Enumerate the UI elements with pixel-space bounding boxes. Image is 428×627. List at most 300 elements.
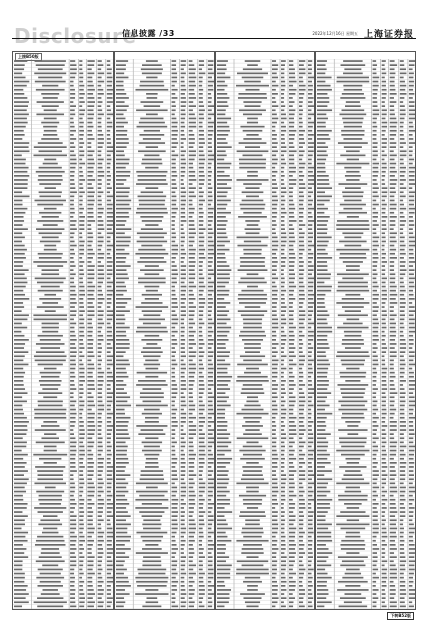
table-cell-text — [98, 294, 103, 296]
table-cell-text — [199, 433, 205, 435]
table-cell-text — [181, 323, 184, 325]
table-cell-text — [400, 355, 404, 357]
table-cell-text — [189, 146, 194, 148]
table-cell-text — [299, 130, 305, 132]
table-cell-text — [39, 380, 62, 382]
table-cell-text — [14, 507, 27, 509]
table-cell-text — [409, 93, 414, 95]
table-cell-text — [281, 577, 286, 579]
table-cell-text — [317, 237, 332, 239]
table-cell-text — [308, 536, 312, 538]
table-cell-text — [217, 159, 224, 161]
table-cell-text — [409, 499, 414, 501]
table-cell-text — [299, 241, 304, 243]
table-cell-text — [189, 290, 193, 292]
table-cell-text — [181, 372, 185, 374]
table-cell-text — [217, 544, 226, 546]
table-cell-text — [140, 478, 164, 480]
table-cell-text — [390, 519, 397, 521]
table-cell-text — [136, 212, 168, 214]
table-cell-text — [409, 204, 414, 206]
table-cell-text — [172, 347, 175, 349]
table-cell-text — [34, 355, 67, 357]
table-cell-text — [199, 294, 203, 296]
table-cell-text — [70, 515, 77, 517]
table-cell-text — [199, 130, 204, 132]
table-column-2 — [114, 51, 215, 610]
table-cell-text — [87, 515, 92, 517]
table-cell-text — [141, 101, 164, 103]
table-cell-text — [400, 171, 406, 173]
table-cell-text — [373, 499, 376, 501]
table-cell-text — [44, 450, 57, 452]
table-cell-text — [409, 442, 413, 444]
table-cell-text — [79, 573, 83, 575]
table-cell-text — [390, 73, 396, 75]
table-cell-text — [317, 187, 332, 189]
table-cell-text — [281, 372, 284, 374]
table-cell-text — [289, 425, 296, 427]
table-cell-text — [136, 384, 167, 386]
table-cell-text — [272, 105, 278, 107]
table-cell-text — [390, 97, 394, 99]
table-cell-text — [217, 187, 231, 189]
table-cell-text — [116, 466, 126, 468]
table-cell-text — [189, 483, 195, 485]
table-cell-text — [390, 392, 398, 394]
table-cell-text — [382, 142, 387, 144]
table-cell-text — [382, 294, 387, 296]
table-cell-text — [116, 405, 131, 407]
table-cell-text — [116, 474, 130, 476]
table-cell-text — [87, 540, 94, 542]
table-cell-text — [116, 470, 125, 472]
table-cell-text — [239, 163, 266, 165]
table-cell-text — [189, 150, 196, 152]
table-cell-text — [116, 278, 129, 280]
table-cell-text — [382, 77, 385, 79]
table-cell-text — [79, 310, 85, 312]
table-cell-text — [199, 606, 205, 608]
table-cell-text — [281, 335, 286, 337]
table-cell-text — [14, 282, 27, 284]
table-cell-text — [39, 556, 62, 558]
table-cell-text — [340, 253, 366, 255]
table-cell-text — [87, 401, 93, 403]
table-cell-text — [199, 101, 203, 103]
table-cell-text — [189, 253, 196, 255]
table-cell-text — [98, 581, 104, 583]
table-cell-text — [199, 585, 205, 587]
table-cell-text — [308, 122, 315, 124]
table-cell-text — [172, 216, 176, 218]
table-cell-text — [289, 89, 297, 91]
table-cell-text — [189, 401, 194, 403]
table-cell-text — [208, 155, 214, 157]
table-cell-text — [14, 155, 22, 157]
table-cell-text — [317, 528, 328, 530]
table-cell-text — [116, 515, 131, 517]
table-cell-text — [390, 167, 396, 169]
table-cell-text — [299, 454, 305, 456]
table-cell-text — [246, 401, 258, 403]
table-cell-text — [142, 388, 161, 390]
table-cell-text — [208, 458, 214, 460]
table-cell-text — [400, 298, 405, 300]
table-cell-text — [390, 437, 394, 439]
table-cell-text — [199, 417, 205, 419]
table-cell-text — [281, 355, 286, 357]
table-cell-text — [116, 429, 128, 431]
table-cell-text — [281, 421, 284, 423]
table-cell-text — [400, 413, 405, 415]
table-cell-text — [172, 384, 177, 386]
table-cell-text — [116, 503, 129, 505]
table-cell-text — [70, 573, 74, 575]
table-cell-text — [317, 384, 329, 386]
table-cell-text — [344, 237, 361, 239]
table-cell-text — [14, 134, 25, 136]
table-cell-text — [272, 548, 278, 550]
table-cell-text — [400, 565, 405, 567]
table-cell-text — [308, 405, 313, 407]
table-cell-text — [199, 351, 205, 353]
table-cell-text — [409, 560, 415, 562]
table-cell-text — [382, 347, 387, 349]
table-cell-text — [299, 302, 303, 304]
table-cell-text — [237, 364, 268, 366]
table-cell-text — [272, 163, 277, 165]
table-cell-text — [14, 499, 23, 501]
table-cell-text — [39, 196, 61, 198]
table-cell-text — [116, 105, 129, 107]
table-cell-text — [289, 417, 296, 419]
table-cell-text — [217, 417, 225, 419]
table-cell-text — [189, 577, 193, 579]
table-cell-text — [107, 540, 112, 542]
table-cell-text — [189, 237, 195, 239]
table-cell-text — [181, 409, 184, 411]
table-cell-text — [400, 593, 406, 595]
table-cell-text — [208, 503, 214, 505]
table-cell-text — [299, 548, 304, 550]
table-cell-text — [342, 364, 364, 366]
table-cell-text — [337, 384, 368, 386]
table-cell-text — [98, 196, 102, 198]
table-cell-text — [36, 171, 65, 173]
table-cell-text — [34, 146, 67, 148]
table-cell-text — [98, 101, 103, 103]
table-cell-text — [141, 68, 163, 70]
table-cell-text — [317, 77, 332, 79]
table-cell-text — [199, 298, 205, 300]
table-cell-text — [172, 417, 176, 419]
table-cell-text — [217, 138, 226, 140]
table-cell-text — [317, 220, 328, 222]
table-cell-text — [272, 241, 278, 243]
table-cell-text — [107, 253, 110, 255]
table-cell-text — [299, 290, 304, 292]
table-cell-text — [181, 163, 186, 165]
table-cell-text — [390, 470, 396, 472]
table-cell-text — [299, 286, 305, 288]
table-cell-text — [390, 314, 397, 316]
table-cell-text — [382, 237, 386, 239]
table-cell-text — [317, 196, 332, 198]
table-columns — [12, 51, 416, 610]
table-cell-text — [272, 532, 277, 534]
table-cell-text — [199, 265, 203, 267]
table-cell-text — [236, 483, 268, 485]
table-cell-text — [98, 601, 104, 603]
table-cell-text — [400, 142, 406, 144]
table-cell-text — [308, 569, 314, 571]
table-cell-text — [343, 85, 362, 87]
table-cell-text — [409, 212, 415, 214]
table-cell-text — [70, 167, 75, 169]
table-cell-text — [199, 126, 203, 128]
table-cell-text — [382, 380, 387, 382]
table-cell-text — [172, 478, 178, 480]
table-cell-text — [172, 122, 178, 124]
table-cell-text — [400, 491, 406, 493]
table-cell-text — [199, 565, 203, 567]
table-cell-text — [409, 134, 413, 136]
table-cell-text — [373, 159, 377, 161]
table-cell-text — [14, 396, 22, 398]
table-cell-text — [289, 171, 296, 173]
table-cell-text — [41, 552, 60, 554]
table-cell-text — [308, 442, 313, 444]
table-cell-text — [217, 208, 226, 210]
table-cell-text — [382, 167, 387, 169]
table-cell-text — [143, 401, 162, 403]
table-cell-text — [299, 589, 305, 591]
table-cell-text — [409, 466, 414, 468]
table-cell-text — [181, 355, 186, 357]
table-cell-text — [70, 126, 74, 128]
table-cell-text — [181, 261, 184, 263]
table-cell-text — [390, 294, 398, 296]
table-cell-text — [116, 97, 129, 99]
table-cell-text — [289, 302, 293, 304]
table-cell-text — [240, 458, 265, 460]
table-cell-text — [299, 183, 305, 185]
table-cell-text — [199, 97, 203, 99]
table-cell-text — [382, 364, 386, 366]
table-cell-text — [409, 159, 414, 161]
table-cell-text — [382, 355, 385, 357]
table-cell-text — [373, 552, 377, 554]
table-cell-text — [79, 265, 83, 267]
table-cell-text — [70, 560, 76, 562]
table-cell-text — [181, 470, 186, 472]
table-cell-text — [272, 175, 276, 177]
table-cell-text — [107, 150, 113, 152]
table-cell-text — [339, 257, 366, 259]
table-cell-text — [299, 573, 304, 575]
table-cell-text — [14, 565, 22, 567]
table-cell-text — [79, 478, 84, 480]
table-cell-text — [172, 68, 176, 70]
table-cell-text — [41, 548, 59, 550]
table-cell-text — [281, 360, 284, 362]
table-cell-text — [308, 200, 313, 202]
table-cell-text — [317, 606, 324, 608]
table-cell-text — [107, 536, 114, 538]
table-cell-text — [98, 323, 104, 325]
table-cell-text — [373, 491, 377, 493]
table-cell-text — [289, 540, 295, 542]
table-cell-text — [373, 126, 378, 128]
table-cell-text — [317, 179, 329, 181]
table-cell-text — [390, 368, 394, 370]
table-cell-text — [390, 85, 395, 87]
table-cell-text — [289, 249, 294, 251]
table-cell-text — [138, 179, 167, 181]
table-cell-text — [172, 442, 177, 444]
table-cell-text — [87, 167, 93, 169]
table-cell-text — [87, 265, 94, 267]
table-cell-text — [299, 126, 303, 128]
table-cell-text — [199, 405, 205, 407]
table-cell-text — [409, 483, 413, 485]
table-cell-text — [289, 253, 295, 255]
table-cell-text — [172, 454, 176, 456]
table-cell-text — [79, 495, 82, 497]
table-cell-text — [382, 552, 386, 554]
table-cell-text — [373, 101, 378, 103]
table-cell-text — [317, 105, 327, 107]
table-cell-text — [98, 380, 104, 382]
table-cell-text — [181, 196, 186, 198]
table-cell-text — [208, 142, 212, 144]
table-cell-text — [70, 286, 76, 288]
table-cell-text — [98, 85, 102, 87]
table-cell-text — [70, 159, 76, 161]
table-cell-text — [87, 339, 93, 341]
table-cell-text — [299, 601, 303, 603]
table-cell-text — [289, 138, 294, 140]
table-cell-text — [189, 597, 193, 599]
table-cell-text — [247, 175, 258, 177]
table-cell-text — [281, 405, 284, 407]
table-cell-text — [172, 392, 178, 394]
table-cell-text — [189, 519, 195, 521]
table-cell-text — [116, 425, 128, 427]
table-cell-text — [45, 487, 56, 489]
table-cell-text — [37, 282, 64, 284]
table-cell-text — [409, 200, 414, 202]
table-cell-text — [116, 556, 129, 558]
table-cell-text — [98, 97, 102, 99]
table-cell-text — [382, 351, 386, 353]
table-cell-text — [240, 278, 264, 280]
table-cell-text — [199, 245, 204, 247]
table-cell-text — [142, 565, 161, 567]
table-cell-text — [390, 220, 396, 222]
table-cell-text — [98, 421, 103, 423]
table-cell-text — [79, 261, 84, 263]
table-cell-text — [14, 142, 29, 144]
table-cell-text — [299, 474, 305, 476]
table-cell-text — [241, 314, 264, 316]
table-cell-text — [409, 573, 414, 575]
table-cell-text — [98, 130, 102, 132]
table-cell-text — [189, 101, 194, 103]
table-cell-text — [79, 290, 84, 292]
table-cell-text — [87, 257, 92, 259]
table-cell-text — [238, 269, 268, 271]
table-cell-text — [390, 155, 397, 157]
table-cell-text — [245, 421, 259, 423]
table-cell-text — [181, 114, 186, 116]
table-cell-text — [217, 114, 225, 116]
table-cell-text — [342, 560, 364, 562]
table-cell-text — [390, 163, 396, 165]
table-cell-text — [400, 335, 404, 337]
table-cell-text — [70, 409, 76, 411]
table-cell-text — [116, 216, 129, 218]
table-cell-text — [116, 507, 126, 509]
table-cell-text — [373, 310, 379, 312]
table-cell-text — [42, 327, 59, 329]
table-cell-text — [146, 601, 159, 603]
table-cell-text — [79, 81, 83, 83]
table-cell-text — [272, 208, 277, 210]
table-cell-text — [98, 68, 102, 70]
table-cell-text — [189, 507, 194, 509]
table-cell-text — [382, 253, 386, 255]
table-cell-text — [308, 163, 312, 165]
table-cell-text — [14, 73, 22, 75]
table-cell-text — [172, 401, 175, 403]
table-cell-text — [337, 220, 369, 222]
table-cell-text — [217, 105, 228, 107]
table-cell-text — [87, 396, 93, 398]
table-cell-text — [281, 552, 284, 554]
table-cell-text — [37, 606, 63, 608]
table-cell-text — [189, 257, 195, 259]
table-cell-text — [373, 298, 379, 300]
table-cell-text — [382, 257, 386, 259]
table-cell-text — [217, 560, 226, 562]
table-cell-text — [289, 306, 293, 308]
table-cell-text — [87, 114, 94, 116]
table-cell-text — [409, 85, 414, 87]
table-cell-text — [107, 401, 113, 403]
table-cell-text — [136, 405, 168, 407]
table-cell-text — [400, 577, 404, 579]
table-cell-text — [79, 483, 84, 485]
table-cell-text — [272, 491, 278, 493]
table-cell-text — [373, 495, 378, 497]
table-cell-text — [199, 253, 204, 255]
table-cell-text — [107, 294, 113, 296]
table-cell-text — [217, 565, 232, 567]
table-cell-text — [382, 458, 386, 460]
table-cell-text — [137, 372, 167, 374]
table-cell-text — [98, 302, 103, 304]
table-cell-text — [79, 429, 84, 431]
table-cell-text — [199, 60, 204, 62]
table-cell-text — [382, 442, 387, 444]
table-cell-text — [172, 556, 175, 558]
table-cell-text — [43, 396, 57, 398]
table-cell-text — [400, 101, 403, 103]
table-cell-text — [189, 536, 194, 538]
table-cell-text — [189, 585, 193, 587]
